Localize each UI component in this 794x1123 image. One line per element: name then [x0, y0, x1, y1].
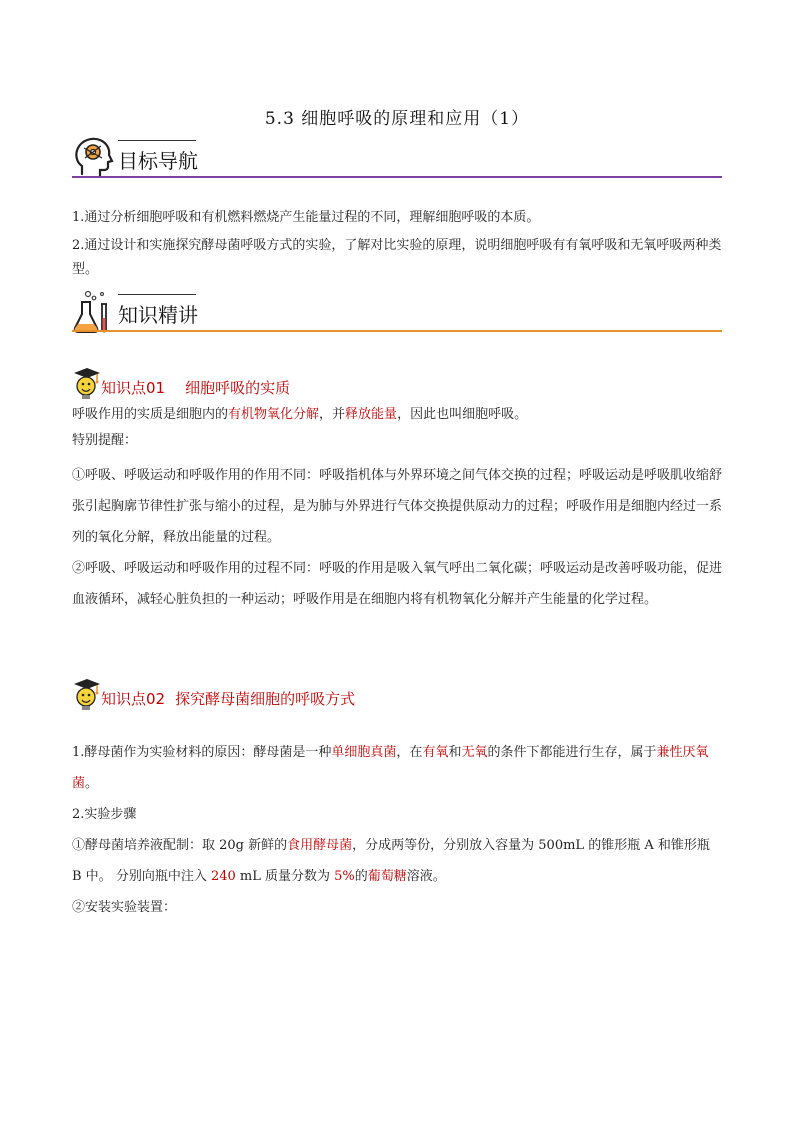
kp1-reminder: 特别提醒：: [72, 433, 138, 448]
section-header-goal: [72, 134, 722, 180]
section-title-knowledge: 知识精讲: [118, 303, 198, 327]
kp2-steps-title: 2.实验步骤: [72, 807, 137, 822]
section-header-knowledge: [72, 288, 722, 334]
knowledge-point-title: 探究酵母菌细胞的呼吸方式: [175, 690, 356, 708]
knowledge-point-02-heading: [72, 677, 722, 711]
knowledge-point-title: 细胞呼吸的实质: [185, 379, 291, 397]
goal-item-2: 2.通过设计和实施探究酵母菌呼吸方式的实验，了解对比实验的原理，说明细胞呼吸有有氧呼吸和无氧呼吸两种类型。: [72, 238, 722, 277]
knowledge-point-number: 知识点02: [101, 690, 166, 708]
knowledge-point-number: 知识点01: [101, 379, 166, 397]
kp2-paragraph-1: 1.酵母菌作为实验材料的原因：酵母菌是一种单细胞真菌，在有氧和无氧的条件下都能进行生存，属于兼性厌氧菌。: [72, 745, 709, 791]
kp2-step-2: ②安装实验装置：: [72, 900, 177, 915]
section-title-goal: 目标导航: [118, 149, 198, 173]
kp2-step-1: ①酵母菌培养液配制：取 20g 新鲜的食用酵母菌，分成两等份，分别放入容量为 500mL 的锥形瓶 A 和锥形瓶 B 中。 分别向瓶中注入 240 mL 质量分数为 5%的葡萄糖溶液。: [72, 838, 710, 884]
section-rule-knowledge: [72, 330, 722, 332]
graduate-mascot-icon: [72, 677, 102, 711]
kp1-paragraph-1: 呼吸作用的实质是细胞内的有机物氧化分解，并释放能量，因此也叫细胞呼吸。: [72, 407, 528, 422]
header-top-line: [118, 140, 196, 141]
goal-item-1: 1.通过分析细胞呼吸和有机燃料燃烧产生能量过程的不同，理解细胞呼吸的本质。: [72, 210, 540, 225]
page-title: 5.3 细胞呼吸的原理和应用（1）: [264, 109, 530, 129]
section-rule-goal: [72, 176, 722, 178]
kp1-note-1: ①呼吸、呼吸运动和呼吸作用的作用不同：呼吸指机体与外界环境之间气体交换的过程；呼吸运动是呼吸肌收缩舒张引起胸廓节律性扩张与缩小的过程，是为肺与外界进行气体交换提供原动力的过程；呼吸作用是细胞内经过一系列的氧化分解，释放出能量的过程。: [72, 468, 723, 545]
kp1-note-2: ②呼吸、呼吸运动和呼吸作用的过程不同：呼吸的作用是吸入氧气呼出二氧化碳；呼吸运动是改善呼吸功能，促进血液循环，减轻心脏负担的一种运动；呼吸作用是在细胞内将有机物氧化分解并产生能量的化学过程。: [72, 561, 723, 607]
header-top-line: [118, 294, 196, 295]
graduate-mascot-icon: [72, 366, 102, 400]
head-gear-icon: [72, 134, 116, 180]
knowledge-point-01-heading: [72, 366, 722, 400]
lab-flask-icon: [72, 288, 116, 334]
